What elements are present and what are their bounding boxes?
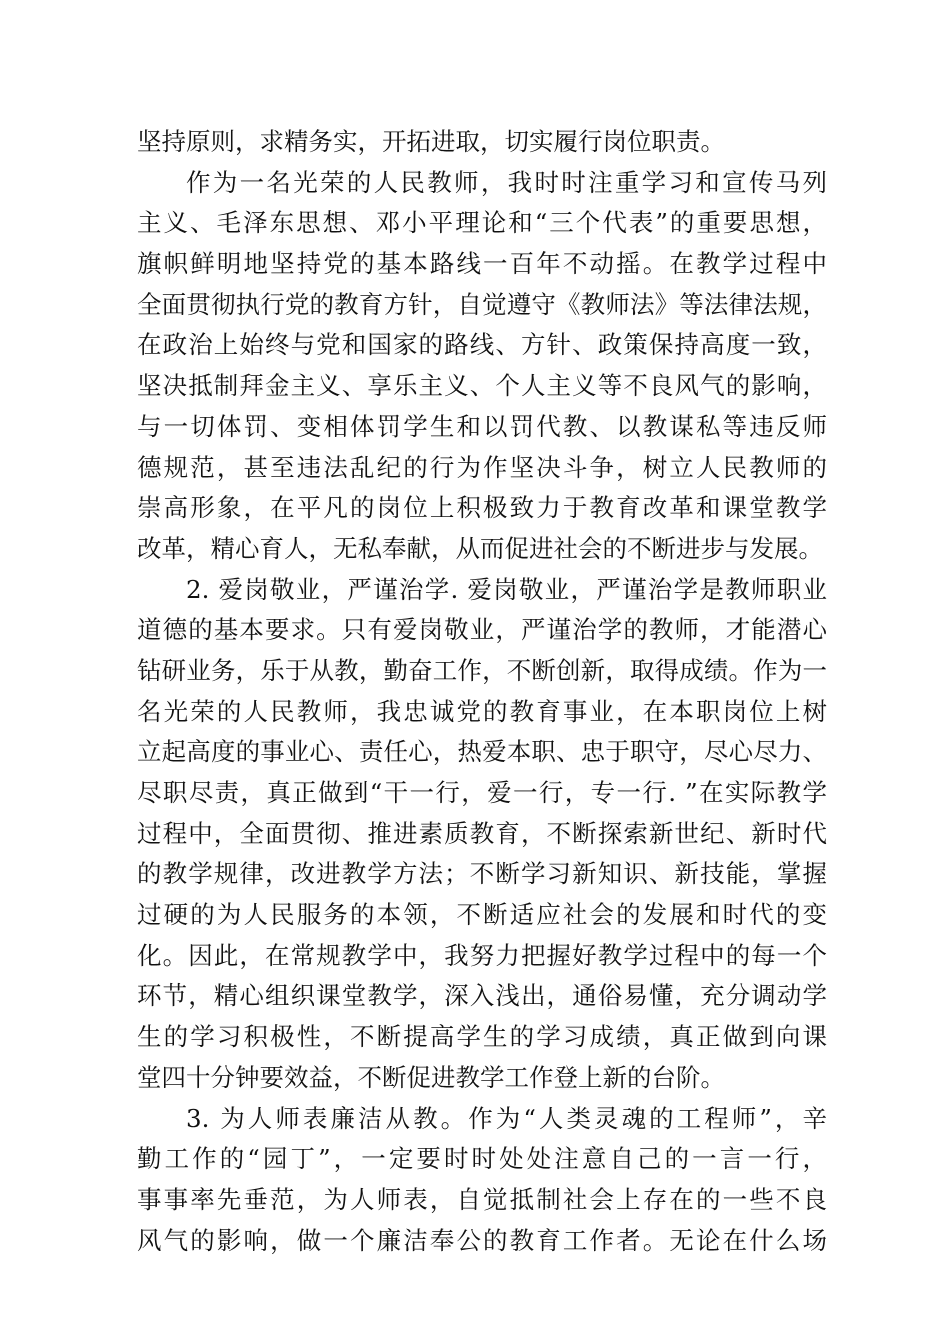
text-line: 德规范，甚至违法乱纪的行为作坚决斗争，树立人民教师的: [137, 452, 827, 482]
text-line: 全面贯彻执行党的教育方针，自觉遵守《教师法》等法律法规，: [137, 289, 827, 319]
text-line: 风气的影响，做一个廉洁奉公的教育工作者。无论在什么场: [137, 1225, 827, 1255]
text-line: 过程中，全面贯彻、推进素质教育，不断探索新世纪、新时代: [137, 818, 827, 848]
text-line: 在政治上始终与党和国家的路线、方针、政策保持高度一致，: [137, 330, 827, 360]
text-line: 化。因此，在常规教学中，我努力把握好教学过程中的每一个: [137, 940, 827, 970]
text-line: 环节，精心组织课堂教学，深入浅出，通俗易懂，充分调动学: [137, 981, 827, 1011]
text-line: 崇高形象，在平凡的岗位上积极致力于教育改革和课堂教学: [137, 493, 827, 523]
document-body: [137, 122, 827, 1261]
text-line: 旗帜鲜明地坚持党的基本路线一百年不动摇。在教学过程中: [137, 249, 827, 279]
text-line: 堂四十分钟要效益，不断促进教学工作登上新的台阶。: [137, 1062, 725, 1092]
text-line: 的教学规律，改进教学方法；不断学习新知识、新技能，掌握: [137, 859, 827, 889]
text-line: 主义、毛泽东思想、邓小平理论和“三个代表”的重要思想，: [137, 208, 827, 238]
text-line: 与一切体罚、变相体罚学生和以罚代教、以教谋私等违反师: [137, 411, 827, 441]
text-line: 立起高度的事业心、责任心，热爱本职、忠于职守，尽心尽力、: [137, 737, 827, 767]
paragraph-start-line: 作为一名光荣的人民教师，我时时注重学习和宣传马列: [186, 167, 827, 197]
text-line: 改革，精心育人，无私奉献，从而促进社会的不断进步与发展。: [137, 533, 823, 563]
text-line: 过硬的为人民服务的本领，不断适应社会的发展和时代的变: [137, 900, 827, 930]
text-line: 钻研业务，乐于从教，勤奋工作，不断创新，取得成绩。作为一: [137, 655, 827, 685]
text-line: 坚决抵制拜金主义、享乐主义、个人主义等不良风气的影响，: [137, 371, 827, 401]
text-line: 坚持原则，求精务实，开拓进取，切实履行岗位职责。: [137, 127, 725, 156]
text-line: 尽职尽责，真正做到“干一行，爱一行，专一行. ”在实际教学: [137, 778, 827, 807]
text-line: 事事率先垂范，为人师表，自觉抵制社会上存在的一些不良: [137, 1184, 827, 1214]
paragraph-start-line: 2. 爱岗敬业，严谨治学. 爱岗敬业，严谨治学是教师职业: [186, 574, 827, 604]
text-line: 生的学习积极性，不断提高学生的学习成绩，真正做到向课: [137, 1022, 827, 1052]
text-line: 名光荣的人民教师，我忠诚党的教育事业，在本职岗位上树: [137, 696, 827, 726]
paragraph-start-line: 3. 为人师表廉洁从教。作为“人类灵魂的工程师”，辛: [186, 1103, 827, 1133]
text-line: 勤工作的“园丁”，一定要时时处处注意自己的一言一行，: [137, 1144, 827, 1174]
text-line: 道德的基本要求。只有爱岗敬业，严谨治学的教师，才能潜心: [137, 615, 827, 645]
